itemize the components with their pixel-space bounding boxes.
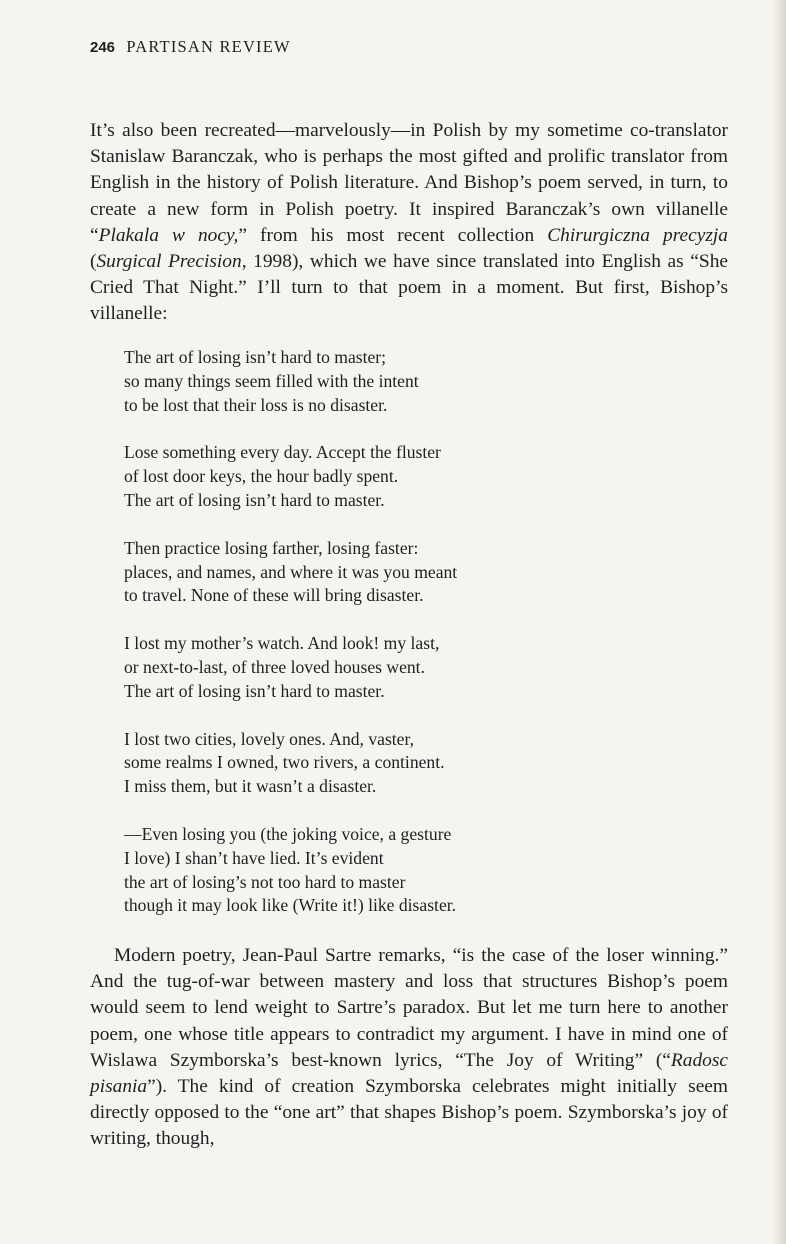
poem-line: The art of losing isn’t hard to master. <box>124 489 385 510</box>
body-paragraph-sartre <box>90 943 728 1153</box>
poem-line: I lost my mother’s watch. And look! my last, <box>124 633 440 654</box>
poem-line: Lose something every day. Accept the fluster <box>124 442 441 463</box>
poem-line: places, and names, and where it was you meant <box>124 561 458 582</box>
body-paragraph-intro <box>90 118 728 328</box>
text-run: It’s also been recreated—marvelously—in Polish by my sometime co-translator Stanislaw Baranczak, who is perhaps the most gifted and prolific translator from English in the history of Polish literature. And Bishop’s poem served, in turn, to create a new form in Polish poetry. It inspired Baranczak’s own villanelle “ <box>90 120 728 246</box>
poem-line: to travel. None of these will bring disaster. <box>124 585 424 606</box>
poem-line: to be lost that their loss is no disaster. <box>124 394 388 415</box>
poem-stanza <box>124 632 684 703</box>
poem-line: of lost door keys, the hour badly spent. <box>124 466 399 487</box>
poem-line: —Even losing you (the joking voice, a gesture <box>124 823 452 844</box>
page-edge-shadow <box>772 0 786 1244</box>
poem-stanza <box>124 823 684 918</box>
poem-line: Then practice losing farther, losing faster: <box>124 537 419 558</box>
running-header <box>90 37 291 57</box>
italic-title: Plakala w nocy, <box>98 224 239 246</box>
italic-title: Chirurgiczna precyzja <box>547 224 728 246</box>
page-number: 246 <box>90 39 116 56</box>
poem-stanza <box>124 346 684 417</box>
poem-stanza <box>124 537 684 608</box>
text-run: ( <box>90 251 97 273</box>
italic-title: Surgical Precision <box>96 251 242 273</box>
poem-line: or next-to-last, of three loved houses went. <box>124 656 425 677</box>
italic-title: Radosc pisania <box>90 1049 728 1098</box>
poem-line: The art of losing isn’t hard to master. <box>124 680 385 701</box>
poem-line: I lost two cities, lovely ones. And, vaster, <box>124 728 415 749</box>
poem-line: I miss them, but it wasn’t a disaster. <box>124 776 377 797</box>
text-run: ”). The kind of creation Szymborska celebrates might initially seem directly opposed to the “one art” that shapes Bishop’s poem. Szymborska’s joy of writing, though, <box>90 1076 728 1150</box>
poem-line: the art of losing’s not too hard to master <box>124 871 406 892</box>
poem-stanza <box>124 441 684 512</box>
poem-stanza <box>124 728 684 799</box>
poem-line: some realms I owned, two rivers, a continent. <box>124 752 445 773</box>
poem-line: The art of losing isn’t hard to master; <box>124 347 387 367</box>
poem-line: so many things seem filled with the intent <box>124 370 419 391</box>
poem-line: I love) I shan’t have lied. It’s evident <box>124 847 384 868</box>
journal-title: PARTISAN REVIEW <box>126 37 291 56</box>
text-run: ” from his most recent collection <box>238 224 548 246</box>
text-run: Modern poetry, Jean-Paul Sartre remarks, “is the case of the loser winning.” And the tug-of-war between mastery and loss that structures Bishop’s poem would seem to lend weight to Sartre’s paradox. But let me turn here to another poem, one whose title appears to contradict my argument. I have in mind one of Wislawa Szymborska’s best-known lyrics, “The Joy of Writing” (“ <box>90 945 728 1071</box>
villanelle-poem <box>124 346 684 942</box>
poem-line: though it may look like (Write it!) like disaster. <box>124 895 457 916</box>
text-run: , 1998), which we have since translated into English as “She Cried That Night.” I’ll turn to that poem in a moment. But first, Bishop’s villanelle: <box>90 251 728 325</box>
